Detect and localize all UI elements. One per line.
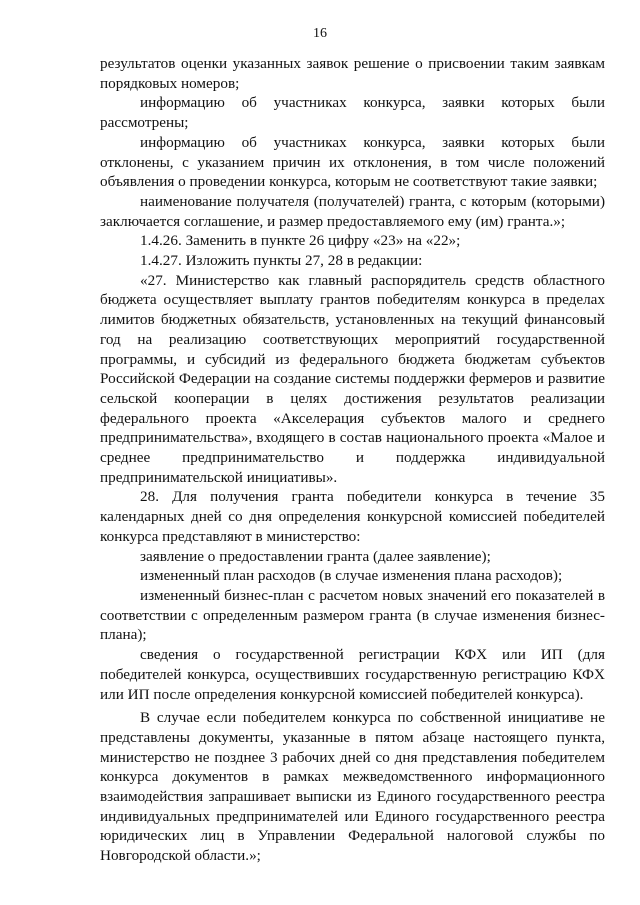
paragraph-11: измененный бизнес-план с расчетом новых значений его показателей в соответствии с определенным размером гранта (в случае изменения бизнес-плана); <box>100 586 605 644</box>
paragraph-2: информацию об участниках конкурса, заявки которых были рассмотрены; <box>100 94 605 132</box>
paragraph-13: В случае если победителем конкурса по собственной инициативе не представлены документы, указанные в пятом абзаце настоящего пункта, министерство не позднее 3 рабочих дней со дня представления победителем конкурса документов в рамках межведомственного информационного взаимодействия запрашивает выписки из Единого государственного реестра индивидуальных предпринимателей или Единого государственного реестра юридических лиц в Управлении Федеральной налоговой службы по Новгородской области.»; <box>100 709 605 865</box>
paragraph-9: заявление о предоставлении гранта (далее заявление); <box>140 547 491 565</box>
paragraph-5: 1.4.26. Заменить в пункте 26 цифру «23» на «22»; <box>140 232 461 250</box>
paragraph-7: «27. Министерство как главный распорядитель средств областного бюджета осуществляет выплату грантов победителям конкурса в пределах лимитов бюджетных обязательств, установленных на текущий финансовый год на реализацию соответствующих мероприятий государственной программы, и субсидий из федерального бюджета бюджетам субъектов Российской Федерации на создание системы поддержки фермеров и развитие сельской кооперации в целях достижения результатов реализации федерального проекта «Акселерация субъектов малого и среднего предпринимательства», входящего в состав национального проекта «Малое и среднее предпринимательство и поддержка индивидуальной предпринимательской инициативы». <box>100 271 605 486</box>
paragraph-6: 1.4.27. Изложить пункты 27, 28 в редакции: <box>140 252 423 270</box>
paragraph-10: измененный план расходов (в случае изменения плана расходов); <box>140 567 563 585</box>
document-body <box>100 54 605 866</box>
page-number: 16 <box>313 26 327 41</box>
paragraph-8: 28. Для получения гранта победители конкурса в течение 35 календарных дней со дня определения конкурсной комиссией победителей конкурса представляют в министерство: <box>100 488 605 545</box>
paragraph-12: сведения о государственной регистрации КФХ или ИП (для победителей конкурса, осуществивших государственную регистрацию КФХ или ИП после определения конкурсной комиссией победителей конкурса). <box>100 646 605 703</box>
paragraph-1: результатов оценки указанных заявок решение о присвоении таким заявкам порядковых номеров; <box>100 55 605 92</box>
paragraph-3: информацию об участниках конкурса, заявки которых были отклонены, с указанием причин их отклонения, в том числе положений объявления о проведении конкурса, которым не соответствуют такие заявки; <box>100 133 605 191</box>
paragraph-4: наименование получателя (получателей) гранта, с которым (которыми) заключается соглашение, и размер предоставляемого ему (им) гранта.»; <box>100 192 605 230</box>
